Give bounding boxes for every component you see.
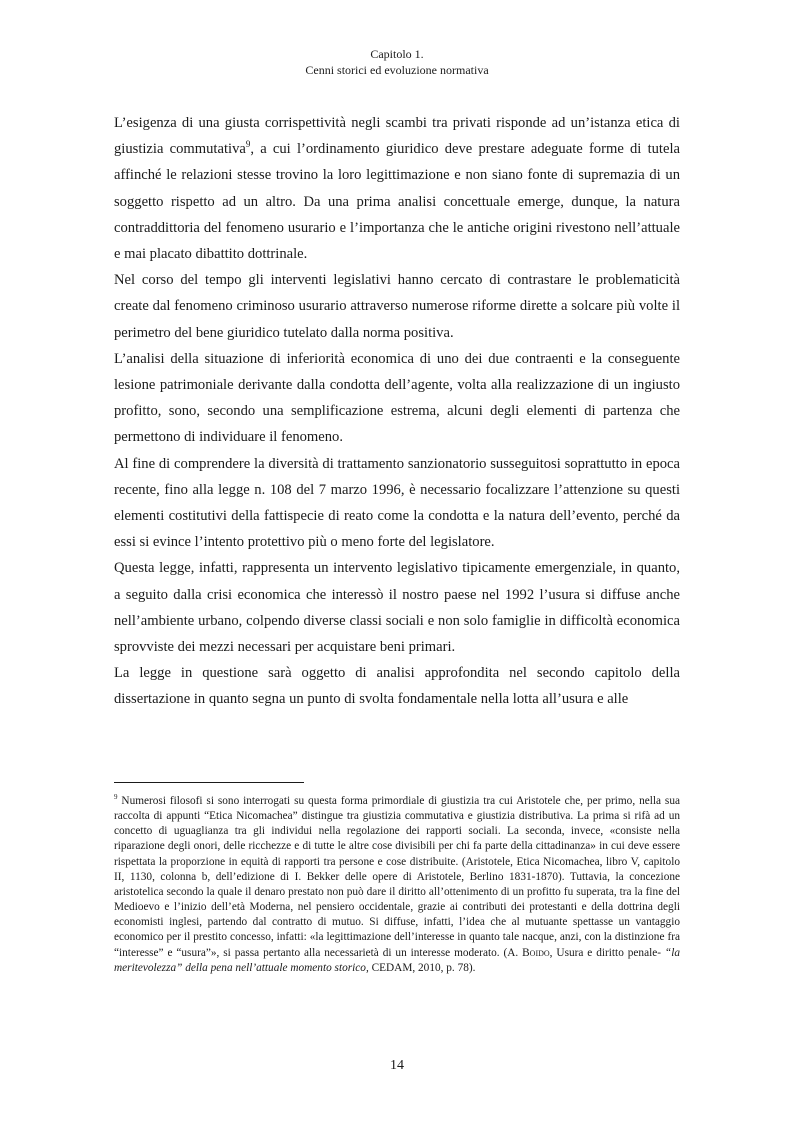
paragraph-5: Questa legge, infatti, rappresenta un intervento legislativo tipicamente emergenziale, in quanto, a seguito dalla crisi economica che interessò il nostro paese nel 1992 l’usura si diffuse anche nell’ambiente urbano, colpendo diverse classi sociali e non solo famiglie in difficoltà economica sprovviste dei mezzi necessari per acquistare beni primari. bbox=[114, 560, 680, 656]
chapter-number: Capitolo 1. bbox=[370, 47, 424, 61]
footnote-text: Numerosi filosofi si sono interrogati su questa forma primordiale di giustizia tra cui Aristotele che, per primo, nella sua raccolta di appunti “Etica Nicomachea” distingue tra giustizia commutativa e giustizia distributiva. La prima si rifà ad un concetto di uguaglianza tra gli individui nella regolazione dei rapporti sociali. La seconda, invece, «consiste nella riparazione degli onori, delle ricchezze e di tutte le altre cose divisibili per chi fa parte della cittadinanza» in cui deve essere rispettata la proporzione in equità di rapporti tra persone e cose distribuite. (Aristotele, Etica Nicomachea, libro V, capitolo II, 1130, colonna b, dell’edizione di I. Bekker delle opere di Aristotele, Berlino 1831-1870). Tuttavia, la concezione aristotelica secondo la quale il denaro prestato non può dare il diritto all’ottenimento di un profitto fu superata, tra la fine del Medioevo e l’inizio dell’età Moderna, nel pensiero occidentale, grazie ai contributi dei protestanti e della dottrina degli economisti inglesi, partendo dal contratto di mutuo. Si diffuse, infatti, l’idea che al mutuante spettasse un vantaggio economico per il prestito concesso, infatti: «la legittimazione dell’interesse in quanto tale nacque, anzi, con la distinzione fra “interesse” e “usura”», si passa pertanto alla necessarietà di un interesse moderato. (A. bbox=[114, 795, 680, 959]
paragraph-6: La legge in questione sarà oggetto di analisi approfondita nel secondo capitolo della dissertazione in quanto segna un punto di svolta fondamentale nella lotta all’usura e alle bbox=[114, 665, 680, 708]
footnote-separator bbox=[114, 782, 304, 783]
footnote-author: Boido bbox=[522, 946, 550, 959]
footnote-citation-title: , Usura e diritto penale- bbox=[549, 946, 665, 959]
paragraph-4: Al fine di comprendere la diversità di trattamento sanzionatorio susseguitosi soprattutto in epoca recente, fino alla legge n. 108 del 7 marzo 1996, è necessario focalizzare l’attenzione su questi elementi costitutivi della fattispecie di reato come la condotta e la natura dell’evento, perché da essi si evince l’intento protettivo più o meno forte del legislatore. bbox=[114, 455, 680, 551]
footnote-number: 9 bbox=[114, 793, 118, 802]
footnote-citation-italic: “la meritevolezza” della pena nell’attuale momento storico, bbox=[114, 946, 680, 974]
running-header bbox=[0, 46, 794, 78]
paragraph-2: Nel corso del tempo gli interventi legislativi hanno cercato di contrastare le problematicità create dal fenomeno criminoso usurario attraverso numerose riforme dirette a solcare più volte il perimetro del bene giuridico tutelato dalla norma positiva. bbox=[114, 272, 680, 341]
chapter-subtitle: Cenni storici ed evoluzione normativa bbox=[305, 63, 489, 77]
footnote-reference: 9 bbox=[245, 139, 251, 150]
paragraph-1-text-before: L’esigenza di una giusta corrispettività negli scambi tra privati risponde ad un’istanza etica di giustizia commutativa bbox=[114, 115, 680, 158]
paragraph-1-text-after: , a cui l’ordinamento giuridico deve prestare adeguate forme di tutela affinché le relazioni stesse trovino la loro legittimazione e non siano fonte di supremazia di un soggetto rispetto ad un altro. Da una prima analisi concettuale emerge, dunque, la natura contraddittoria del fenomeno usurario e l’importanza che le antiche origini rivestono nell’attuale e mai placato dibattito dottrinale. bbox=[114, 141, 680, 263]
body-text bbox=[114, 110, 680, 713]
footnote-citation-end: CEDAM, 2010, p. 78). bbox=[368, 961, 476, 974]
paragraph-3: L’analisi della situazione di inferiorità economica di uno dei due contraenti e la conseguente lesione patrimoniale derivante dalla condotta dell’agente, volta alla realizzazione di un ingiusto profitto, sono, secondo una semplificazione estrema, alcuni degli elementi di partenza che permettono di individuare il fenomeno. bbox=[114, 350, 680, 446]
footnote bbox=[114, 794, 680, 976]
page-number: 14 bbox=[390, 1058, 404, 1073]
paragraph-1 bbox=[114, 110, 680, 267]
